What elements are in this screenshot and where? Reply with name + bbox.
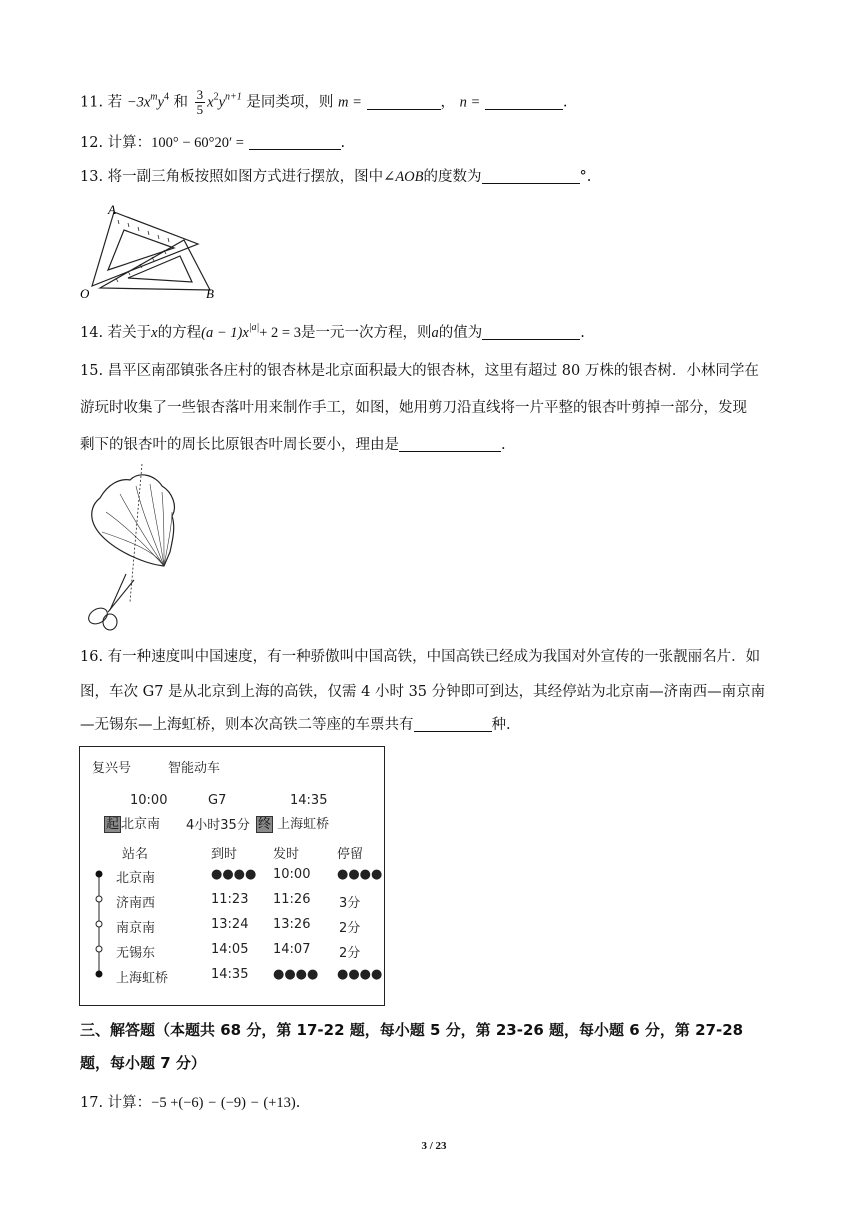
- ginkgo-scissors-diagram: [76, 462, 186, 632]
- row-3-stop: 2分: [339, 921, 361, 936]
- answer-blank-12[interactable]: [249, 133, 341, 150]
- question-11: 11. 若 $-3x^my^4$ 和 $\frac{3}{5}$ $x^2y^{n+1}$ 是同类项，则 m = ， n = .: [80, 87, 568, 117]
- end-badge: 终: [258, 817, 272, 832]
- label-o: O: [80, 286, 90, 301]
- question-12: 12. 计算：100° − 60°20′ = .: [80, 135, 346, 151]
- row-4-arrive: 14:05: [211, 942, 249, 957]
- header-stop: 停留: [337, 847, 364, 862]
- page-number: 3 / 23: [421, 1140, 447, 1152]
- end-station: 上海虹桥: [277, 817, 330, 832]
- question-15-line-3: 剩下的银杏叶的周长比原银杏叶周长要小，理由是 .: [80, 437, 506, 453]
- row-5-stop: ●●●●: [337, 967, 383, 982]
- question-13: 13. 将一副三角板按照如图方式进行摆放，图中∠AOB的度数为 °.: [80, 169, 592, 185]
- question-15-line-1: 15. 昌平区南邵镇张各庄村的银杏林是北京面积最大的银杏林，这里有超过 80 万株的银杏树．小林同学在: [80, 363, 759, 379]
- train-number: G7: [208, 793, 227, 808]
- row-2-depart: 11:26: [273, 892, 311, 907]
- answer-blank-13[interactable]: [482, 167, 580, 184]
- row-1-stop: ●●●●: [337, 867, 383, 882]
- row-5-depart: ●●●●: [273, 967, 319, 982]
- label-a: A: [108, 202, 116, 217]
- row-1-arrive: ●●●●: [211, 867, 257, 882]
- answer-blank-15[interactable]: [399, 435, 501, 452]
- question-14: 14. 若关于x的方程$(a - 1)x^{|a|}+ 2 = 3$是一元一次方程，则a的值为 .: [80, 322, 585, 341]
- row-2-arrive: 11:23: [211, 892, 249, 907]
- row-3-arrive: 13:24: [211, 917, 249, 932]
- row-5-arrive: 14:35: [211, 967, 249, 982]
- start-station: 北京南: [121, 817, 161, 832]
- train-ticket: [79, 746, 385, 1006]
- row-2-stop: 3分: [339, 896, 361, 911]
- question-16-line-2: 图，车次 G7 是从北京到上海的高铁，仅需 4 小时 35 分钟即可到达，其经停站为北京南—济南西—南京南: [80, 684, 766, 700]
- row-1-station: 北京南: [116, 871, 156, 886]
- label-b: B: [206, 286, 214, 301]
- question-number: 11.: [80, 94, 104, 111]
- trip-duration: 4小时35分: [186, 818, 250, 833]
- header-arrive: 到时: [211, 847, 238, 862]
- row-2-station: 济南西: [116, 896, 156, 911]
- start-badge: 起: [106, 817, 120, 832]
- departure-time: 10:00: [130, 793, 168, 808]
- question-16-line-3: —无锡东—上海虹桥，则本次高铁二等座的车票共有 种.: [80, 717, 511, 733]
- header-station: 站名: [122, 847, 149, 862]
- answer-blank-n[interactable]: [485, 93, 563, 110]
- end-row: [256, 813, 329, 833]
- scissors-icon: [86, 574, 134, 630]
- ticket-brand: 复兴号: [92, 761, 132, 776]
- question-15-line-2: 游玩时收集了一些银杏落叶用来制作手工，如图，她用剪刀沿直线将一片平整的银杏叶剪掉一部分，发现: [80, 400, 747, 416]
- header-depart: 发时: [273, 847, 300, 862]
- row-1-depart: 10:00: [273, 867, 311, 882]
- answer-blank-16[interactable]: [414, 715, 492, 732]
- section-3-heading-line-2: 题，每小题 7 分）: [80, 1054, 206, 1072]
- row-4-stop: 2分: [339, 946, 361, 961]
- set-square-figure: [78, 200, 228, 302]
- section-3-heading-line-1: 三、解答题（本题共 68 分，第 17-22 题，每小题 5 分，第 23-26 题，每小题 6 分，第 27-28: [80, 1021, 744, 1039]
- row-4-station: 无锡东: [116, 946, 156, 961]
- row-4-depart: 14:07: [273, 942, 311, 957]
- ginkgo-leaf-figure: [76, 462, 186, 632]
- ticket-brand-sub: 智能动车: [168, 761, 221, 776]
- row-5-station: 上海虹桥: [116, 971, 169, 986]
- question-17: 17. 计算：−5 +(−6) − (−9) − (+13).: [80, 1095, 301, 1111]
- start-row: [104, 813, 160, 833]
- question-16-line-1: 16. 有一种速度叫中国速度，有一种骄傲叫中国高铁，中国高铁已经成为我国对外宣传的一张靓丽名片．如: [80, 649, 761, 665]
- fraction-3-5: $\frac{3}{5}$: [196, 87, 204, 117]
- arrival-time: 14:35: [290, 793, 328, 808]
- route-line: [92, 867, 106, 979]
- row-3-depart: 13:26: [273, 917, 311, 932]
- set-square-diagram: [78, 200, 228, 302]
- answer-blank-m[interactable]: [367, 93, 441, 110]
- row-3-station: 南京南: [116, 921, 156, 936]
- answer-blank-14[interactable]: [482, 323, 580, 340]
